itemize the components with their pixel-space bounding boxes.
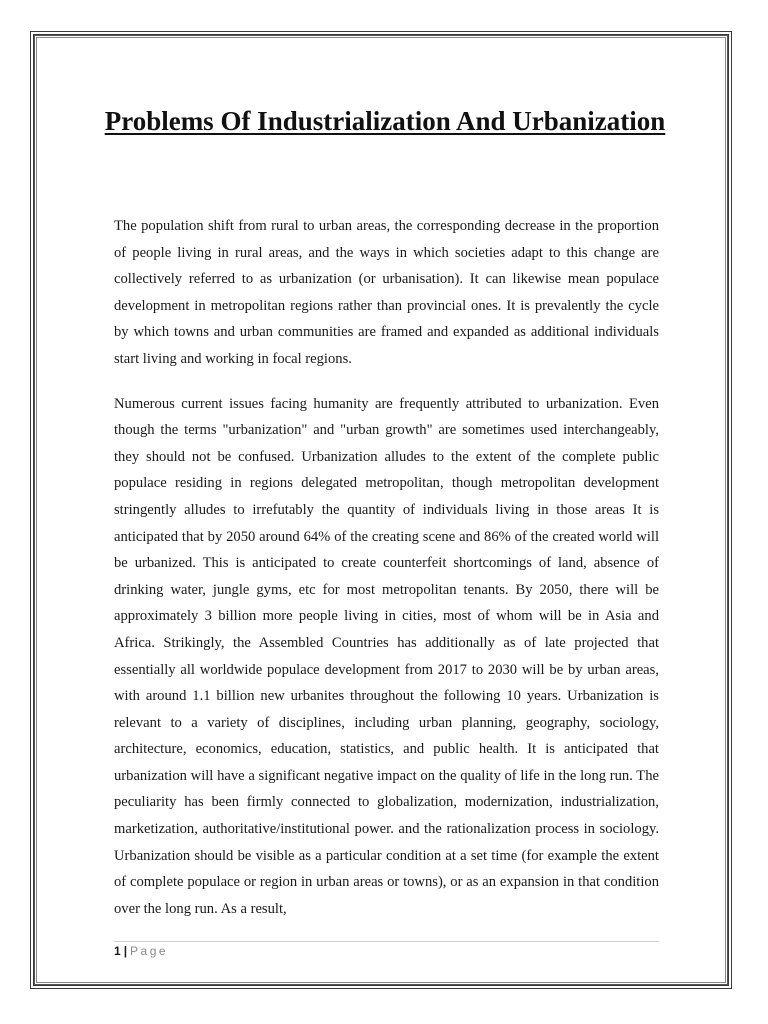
page-label: Page [130, 944, 169, 958]
paragraph-2: Numerous current issues facing humanity are frequently attributed to urbanization. Even though the terms "urbanization" and "urban growth" are sometimes used interchangeably, they should not be confused. Urbanization alludes to the extent of the complete public populace residing in regions delegated metropolitan, though metropolitan development stringently alludes to irrefutably the quantity of individuals living in those areas It is anticipated that by 2050 around 64% of the creating scene and 86% of the created world will be urbanized. This is anticipated to create counterfeit shortcomings of land, absence of drinking water, jungle gyms, etc for most metropolitan tenants. By 2050, there will be approximately 3 billion more people living in cities, most of whom will be in Asia and Africa. Strikingly, the Assembled Countries has additionally as of late projected that essentially all worldwide populace development from 2017 to 2030 will be by urban areas, with around 1.1 billion new urbanites throughout the following 10 years. Urbanization is relevant to a variety of disciplines, including urban planning, geography, sociology, architecture, economics, education, statistics, and public health. It is anticipated that urbanization will have a significant negative impact on the quality of life in the long run. The peculiarity has been firmly connected to globalization, modernization, industrialization, marketization, authoritative/institutional power. and the rationalization process in sociology. Urbanization should be visible as a particular condition at a set time (for example the extent of complete populace or region in urban areas or towns), or as an expansion in that condition over the long run. As a result, [114, 395, 659, 917]
document-page [30, 31, 732, 989]
page-number: 1 [114, 944, 121, 958]
document-body [114, 213, 659, 940]
page-footer [114, 944, 168, 958]
document-title: Problems Of Industrialization And Urbanization [104, 106, 666, 136]
footer-separator: | [123, 944, 128, 958]
paragraph-1: The population shift from rural to urban areas, the corresponding decrease in the proportion of people living in rural areas, and the ways in which societies adapt to this change are collectively referred to as urbanization (or urbanisation). It can likewise mean populace development in metropolitan regions rather than provincial ones. It is prevalently the cycle by which towns and urban communities are framed and expanded as additional individuals start living and working in focal regions. [114, 218, 659, 367]
footer-divider [114, 941, 659, 942]
